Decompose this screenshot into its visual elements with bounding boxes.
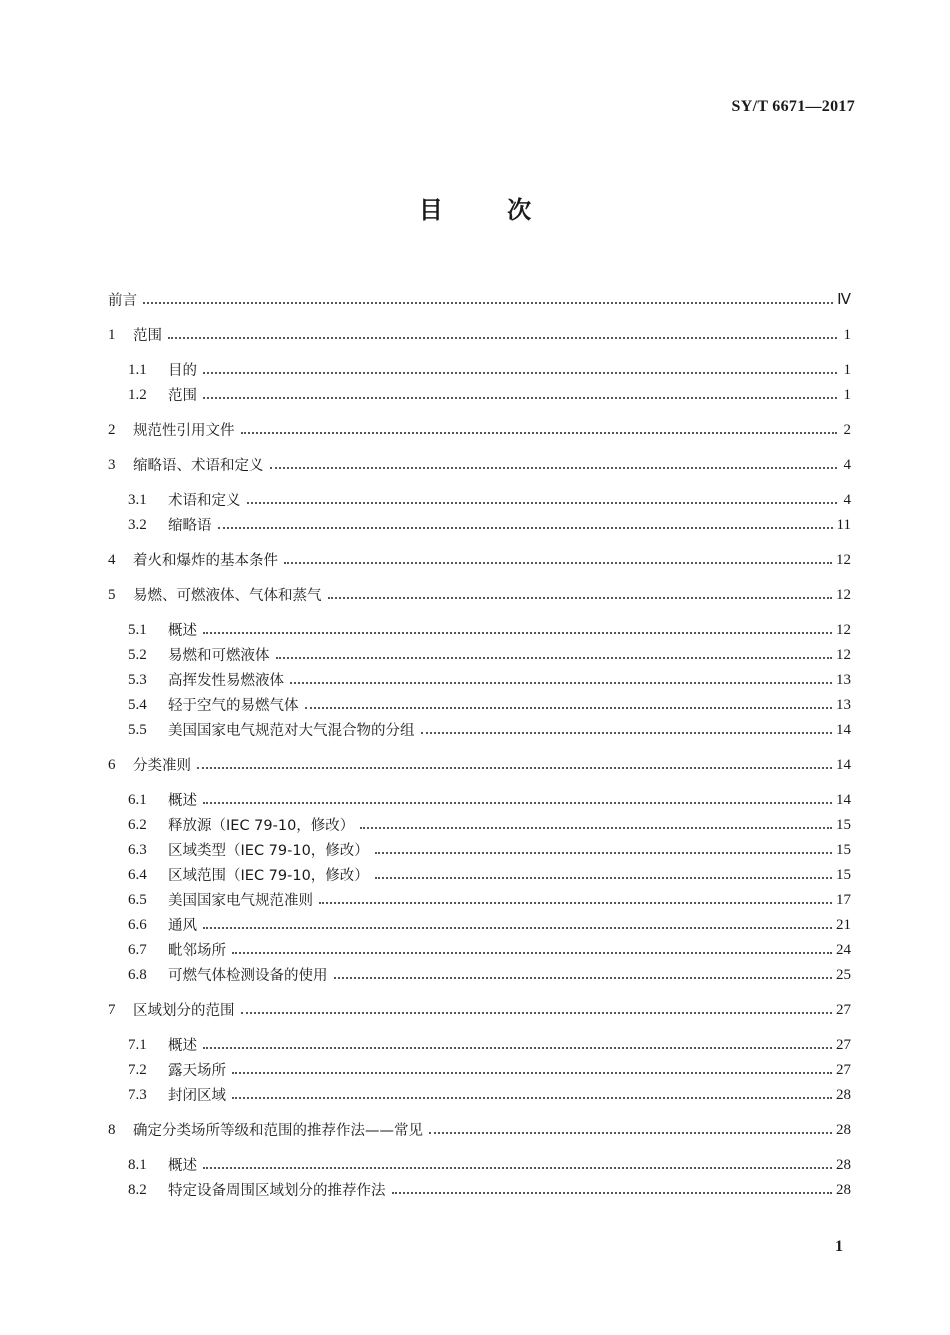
dot-leader — [392, 1192, 833, 1194]
toc-entry[interactable] — [108, 353, 851, 378]
dot-leader — [203, 372, 837, 374]
toc-entry-number: 6.1 — [128, 792, 147, 808]
toc-entry-label: 分类准则 — [133, 757, 191, 774]
toc-entry-page: 2 — [843, 422, 851, 438]
toc-entry-number: 3 — [108, 457, 116, 473]
toc-entry-page: 15 — [836, 817, 851, 833]
toc-entry-page: 14 — [836, 722, 851, 738]
toc-entry-page: 13 — [836, 672, 851, 688]
toc-entry-number: 6.2 — [128, 817, 147, 833]
toc-entry[interactable] — [108, 1028, 851, 1053]
dot-leader — [241, 1012, 833, 1014]
toc-entry[interactable] — [108, 448, 851, 473]
toc-entry-number: 8 — [108, 1122, 116, 1138]
toc-entry-page: Ⅳ — [837, 292, 851, 308]
toc-entry-label: 缩略语 — [168, 517, 212, 534]
folio-page-number: 1 — [835, 1238, 843, 1255]
toc-entry-page: 12 — [836, 622, 851, 638]
toc-entry-number: 7.2 — [128, 1062, 147, 1078]
dot-leader — [334, 977, 833, 979]
toc-entry[interactable] — [108, 1113, 851, 1138]
toc-entry-label: 概述 — [168, 1157, 197, 1174]
toc-entry[interactable] — [108, 1053, 851, 1078]
toc-entry[interactable] — [108, 413, 851, 438]
toc-entry-label: 缩略语、术语和定义 — [133, 457, 264, 474]
toc-entry-number: 7.3 — [128, 1087, 147, 1103]
toc-entry[interactable] — [108, 483, 851, 508]
dot-leader — [429, 1132, 832, 1134]
toc-entry-page: 15 — [836, 867, 851, 883]
toc-entry-page: 14 — [836, 792, 851, 808]
toc-entry-label: 概述 — [168, 622, 197, 639]
title-part-1: 目 — [418, 196, 443, 224]
dot-leader — [203, 397, 837, 399]
toc-entry-page: 28 — [836, 1157, 851, 1173]
toc-entry-label: 易燃和可燃液体 — [168, 647, 270, 664]
toc-entry-page: 25 — [836, 967, 851, 983]
toc-entry-label: 术语和定义 — [168, 492, 241, 509]
toc-entry-number: 1.1 — [128, 362, 147, 378]
toc-entry-number: 8.1 — [128, 1157, 147, 1173]
toc-entry-page: 11 — [836, 517, 851, 533]
toc-entry-page: 12 — [836, 647, 851, 663]
dot-leader — [421, 732, 833, 734]
page-title — [0, 190, 950, 225]
toc-entry[interactable] — [108, 688, 851, 713]
toc-entry-number: 6.4 — [128, 867, 147, 883]
toc-entry-label: 美国国家电气规范对大气混合物的分组 — [168, 722, 415, 739]
toc-entry-label: 释放源（IEC 79-10，修改） — [168, 817, 355, 834]
toc-entry-label: 封闭区域 — [168, 1087, 226, 1104]
toc-entry-page: 12 — [836, 587, 851, 603]
dot-leader — [203, 632, 832, 634]
toc-entry[interactable] — [108, 958, 851, 983]
toc-entry[interactable] — [108, 883, 851, 908]
toc-entry-page: 24 — [836, 942, 851, 958]
toc-entry[interactable] — [108, 908, 851, 933]
toc-entry-label: 着火和爆炸的基本条件 — [133, 552, 278, 569]
toc-entry[interactable] — [108, 283, 851, 308]
dot-leader — [375, 877, 832, 879]
toc-entry[interactable] — [108, 613, 851, 638]
toc-entry-label: 美国国家电气规范准则 — [168, 892, 313, 909]
toc-entry[interactable] — [108, 783, 851, 808]
toc-entry-label: 目的 — [168, 362, 197, 379]
toc-entry-page: 27 — [836, 1002, 851, 1018]
dot-leader — [203, 1047, 832, 1049]
toc-entry-label: 通风 — [168, 917, 197, 934]
dot-leader — [360, 827, 832, 829]
toc-entry-number: 5.3 — [128, 672, 147, 688]
standard-code: SY/T 6671—2017 — [731, 98, 855, 115]
toc-entry-label: 露天场所 — [168, 1062, 226, 1079]
toc-entry[interactable] — [108, 808, 851, 833]
dot-leader — [276, 657, 833, 659]
toc-entry-label: 范围 — [168, 387, 197, 404]
toc-entry-number: 6.8 — [128, 967, 147, 983]
toc-entry-page: 27 — [836, 1037, 851, 1053]
dot-leader — [305, 707, 833, 709]
toc-entry-page: 4 — [843, 457, 851, 473]
dot-leader — [232, 1097, 832, 1099]
toc-entry-number: 6.3 — [128, 842, 147, 858]
toc-entry-number: 7 — [108, 1002, 116, 1018]
dot-leader — [241, 432, 838, 434]
toc-entry-number: 1 — [108, 327, 116, 343]
toc-entry-label: 特定设备周围区域划分的推荐作法 — [168, 1182, 386, 1199]
toc-entry[interactable] — [108, 663, 851, 688]
toc-entry-number: 8.2 — [128, 1182, 147, 1198]
toc-entry-label: 概述 — [168, 792, 197, 809]
toc-entry-label: 易燃、可燃液体、气体和蒸气 — [133, 587, 322, 604]
toc-entry[interactable] — [108, 638, 851, 663]
toc-entry-number: 5.5 — [128, 722, 147, 738]
toc-entry[interactable] — [108, 1173, 851, 1198]
toc-entry-label: 确定分类场所等级和范围的推荐作法——常见 — [133, 1122, 423, 1139]
dot-leader — [143, 302, 833, 304]
toc-entry-number: 4 — [108, 552, 116, 568]
dot-leader — [247, 502, 838, 504]
toc-entry-number: 2 — [108, 422, 116, 438]
table-of-contents — [108, 283, 851, 1198]
dot-leader — [375, 852, 832, 854]
dot-leader — [203, 1167, 832, 1169]
toc-entry-number: 3.2 — [128, 517, 147, 533]
title-part-2: 次 — [507, 196, 532, 224]
toc-entry-label: 轻于空气的易燃气体 — [168, 697, 299, 714]
toc-entry-number: 6.6 — [128, 917, 147, 933]
dot-leader — [290, 682, 832, 684]
toc-entry-number: 5.1 — [128, 622, 147, 638]
dot-leader — [168, 337, 837, 339]
toc-entry[interactable] — [108, 1078, 851, 1103]
toc-entry-number: 5.2 — [128, 647, 147, 663]
toc-entry[interactable] — [108, 833, 851, 858]
toc-entry-page: 4 — [843, 492, 851, 508]
toc-entry-number: 6.5 — [128, 892, 147, 908]
dot-leader — [232, 952, 832, 954]
toc-entry[interactable] — [108, 858, 851, 883]
dot-leader — [203, 927, 832, 929]
toc-entry[interactable] — [108, 713, 851, 738]
toc-entry-number: 6.7 — [128, 942, 147, 958]
dot-leader — [284, 562, 832, 564]
toc-entry-page: 14 — [836, 757, 851, 773]
toc-entry[interactable] — [108, 578, 851, 603]
toc-entry-label: 区域类型（IEC 79-10，修改） — [168, 842, 369, 859]
dot-leader — [197, 767, 832, 769]
toc-entry-page: 15 — [836, 842, 851, 858]
toc-entry-page: 1 — [843, 362, 851, 378]
toc-entry-label: 高挥发性易燃液体 — [168, 672, 284, 689]
toc-entry-page: 28 — [836, 1182, 851, 1198]
toc-entry-page: 1 — [843, 327, 851, 343]
dot-leader — [328, 597, 833, 599]
toc-entry-page: 13 — [836, 697, 851, 713]
dot-leader — [232, 1072, 832, 1074]
toc-entry-page: 12 — [836, 552, 851, 568]
dot-leader — [218, 527, 833, 529]
toc-entry-number: 5.4 — [128, 697, 147, 713]
toc-entry-label: 区域划分的范围 — [133, 1002, 235, 1019]
toc-entry-page: 21 — [836, 917, 851, 933]
toc-entry-label: 概述 — [168, 1037, 197, 1054]
toc-entry-label: 规范性引用文件 — [133, 422, 235, 439]
toc-entry-page: 27 — [836, 1062, 851, 1078]
toc-entry[interactable] — [108, 1148, 851, 1173]
toc-entry-label: 区域范围（IEC 79-10，修改） — [168, 867, 369, 884]
toc-entry-label: 范围 — [133, 327, 162, 344]
toc-entry[interactable] — [108, 933, 851, 958]
toc-entry[interactable] — [108, 508, 851, 533]
toc-entry[interactable] — [108, 378, 851, 403]
toc-entry[interactable] — [108, 543, 851, 568]
toc-entry-number: 7.1 — [128, 1037, 147, 1053]
dot-leader — [270, 467, 838, 469]
toc-entry-page: 28 — [836, 1122, 851, 1138]
toc-entry-label: 前言 — [108, 292, 137, 309]
toc-entry-number: 6 — [108, 757, 116, 773]
dot-leader — [319, 902, 832, 904]
toc-entry-label: 毗邻场所 — [168, 942, 226, 959]
toc-entry-page: 17 — [836, 892, 851, 908]
toc-entry-number: 1.2 — [128, 387, 147, 403]
toc-entry-page: 1 — [843, 387, 851, 403]
toc-entry-label: 可燃气体检测设备的使用 — [168, 967, 328, 984]
toc-entry-number: 3.1 — [128, 492, 147, 508]
toc-entry[interactable] — [108, 993, 851, 1018]
dot-leader — [203, 802, 832, 804]
toc-entry[interactable] — [108, 748, 851, 773]
toc-entry-number: 5 — [108, 587, 116, 603]
toc-entry[interactable] — [108, 318, 851, 343]
toc-entry-page: 28 — [836, 1087, 851, 1103]
